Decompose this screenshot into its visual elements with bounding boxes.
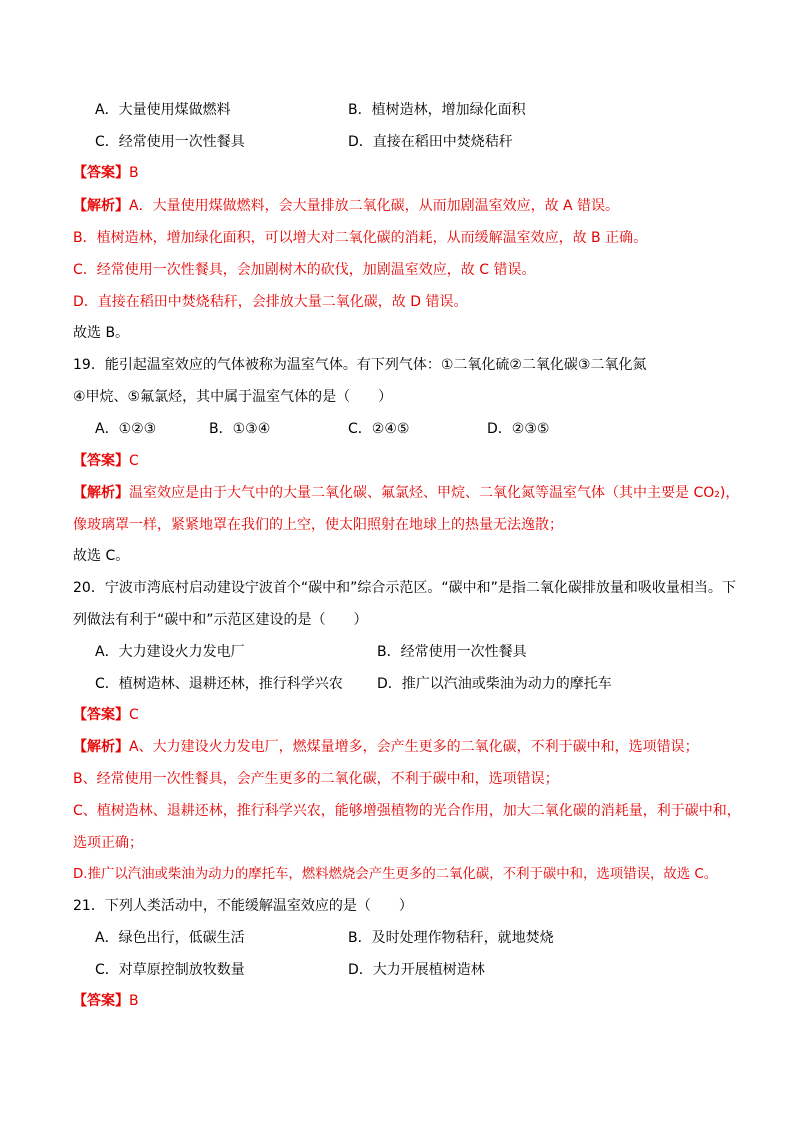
q20-analysis-4: 选项正确； [73,835,143,851]
analysis-tag: 【解析】 [73,739,129,755]
q21-option-c: C．对草原控制放牧数量 [95,962,245,978]
q18-conclusion: 故选 B。 [73,325,130,341]
q18-option-c: C．经常使用一次性餐具 [95,134,245,150]
q19-stem-1: 19．能引起温室效应的气体被称为温室气体。有下列气体：①二氧化硫②二氧化碳③二氧化氮 [73,357,647,373]
q20-analysis-3: C、植树造林、退耕还林，推行科学兴农，能够增强植物的光合作用，加大二氧化碳的消耗量，利于碳中和， [73,803,741,819]
q21-options-row-1 [0,928,793,948]
q19-option-c: C．②④⑤ [348,421,410,437]
q18-analysis-line-1 [73,196,619,216]
q19-analysis-1: 温室效应是由于大气中的大量二氧化碳、氟氯烃、甲烷、二氧化氮等温室气体（其中主要是 CO₂)， [129,485,740,501]
q19-answer: C [129,453,139,469]
q20-analysis-5: D.推广以汽油或柴油为动力的摩托车，燃料燃烧会产生更多的二氧化碳，不利于碳中和，选项错误，故选 C。 [73,867,718,882]
q20-option-b: B．经常使用一次性餐具 [377,644,527,660]
q18-option-b: B．植树造林，增加绿化面积 [348,102,526,118]
q21-option-b: B．及时处理作物秸秆，就地焚烧 [348,930,554,946]
q18-options-row-1 [0,100,793,120]
analysis-tag: 【解析】 [73,198,129,214]
q20-analysis-2: B、经常使用一次性餐具，会产生更多的二氧化碳，不利于碳中和，选项错误； [73,771,559,787]
q21-options-row-2 [0,960,793,980]
q20-answer-line [73,705,139,725]
q18-option-a: A．大量使用煤做燃料 [95,102,231,118]
q20-analysis-1: A、大力建设火力发电厂，燃煤量增多，会产生更多的二氧化碳，不利于碳中和，选项错误； [129,739,699,755]
q19-options-row [0,419,793,439]
q20-analysis-line-1 [73,737,699,757]
answer-tag: 【答案】 [73,453,129,469]
q20-answer: C [129,707,139,723]
q18-options-row-2 [0,132,793,152]
q20-option-a: A．大力建设火力发电厂 [95,644,245,660]
answer-tag: 【答案】 [73,993,129,1009]
q19-option-b: B．①③④ [209,421,271,437]
q18-analysis-2: B．植树造林，增加绿化面积，可以增大对二氧化碳的消耗，从而缓解温室效应，故 B 正确。 [73,230,648,246]
q20-options-row-1 [0,642,793,662]
q19-analysis-2: 像玻璃罩一样，紧紧地罩在我们的上空，使太阳照射在地球上的热量无法逸散； [73,517,563,533]
q18-answer-line [73,163,139,183]
q19-stem-2: ④甲烷、⑤氟氯烃，其中属于温室气体的是（ ） [73,389,393,405]
q18-answer: B [129,165,139,181]
q19-option-a: A．①②③ [95,421,157,437]
q18-analysis-1: A．大量使用煤做燃料，会大量排放二氧化碳，从而加剧温室效应，故 A 错误。 [129,198,620,214]
q20-options-row-2 [0,674,793,694]
answer-tag: 【答案】 [73,707,129,723]
q18-option-d: D．直接在稻田中焚烧秸秆 [348,134,513,150]
q19-answer-line [73,451,139,471]
q20-option-d: D．推广以汽油或柴油为动力的摩托车 [377,676,612,692]
q20-option-c: C．植树造林、退耕还林，推行科学兴农 [95,676,343,692]
q21-option-d: D．大力开展植树造林 [348,962,485,978]
analysis-tag: 【解析】 [73,485,129,501]
q20-stem-2: 列做法有利于“碳中和”示范区建设的是（ ） [73,612,368,628]
q19-option-d: D．②③⑤ [487,421,550,437]
answer-tag: 【答案】 [73,165,129,181]
q21-stem-1: 21．下列人类活动中，不能缓解温室效应的是（ ） [73,898,413,914]
q19-conclusion: 故选 C。 [73,548,130,564]
q18-analysis-3: C．经常使用一次性餐具，会加剧树木的砍伐，加剧温室效应，故 C 错误。 [73,262,536,278]
q21-option-a: A．绿色出行，低碳生活 [95,930,245,946]
q19-analysis-line-1 [73,483,739,503]
q21-answer-line [73,991,139,1011]
q20-stem-1: 20．宁波市湾底村启动建设宁波首个“碳中和”综合示范区。“碳中和”是指二氧化碳排放量和吸收量相当。下 [73,580,736,596]
q18-analysis-4: D．直接在稻田中焚烧秸秆，会排放大量二氧化碳，故 D 错误。 [73,294,468,310]
q21-answer: B [129,993,139,1009]
